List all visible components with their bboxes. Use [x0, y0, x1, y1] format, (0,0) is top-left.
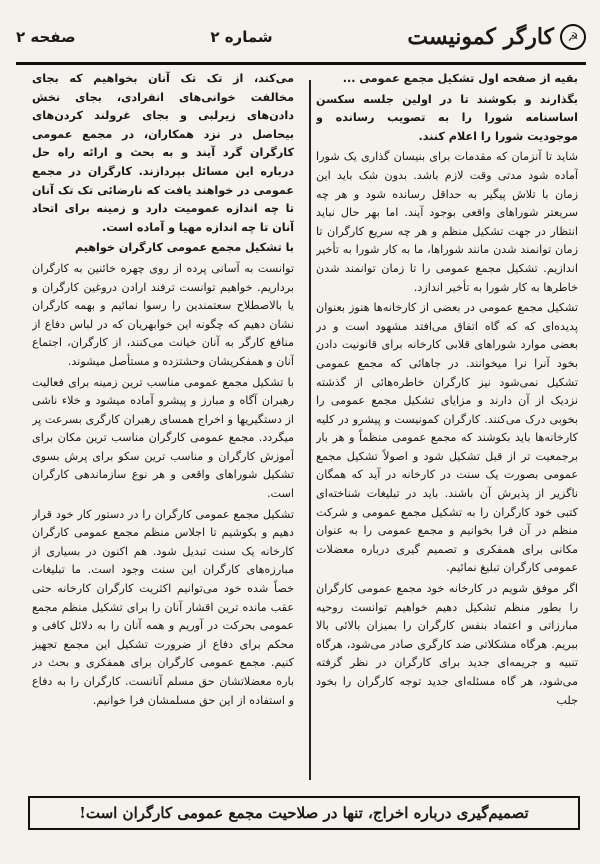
paragraph: تشکیل مجمع عمومی در بعضی از کارخانه‌ها هنوز بعنوان پدیده‌ای که که گاه اتفاق می‌افتد مشهود است و در بعضی موارد شوراهای قلابی کارخانه برای قانونیت دادن بخود آنرا نرا میخوانند. در جاهائی که مجمع عمومی تشکیل نمی‌شود نیز کارگران خاطره‌هائی از گذشته نزدیک از آن دارند و مزایای تشکیل مجمع عمومی را بخوبی درک می‌کنند. کارگران کمونیست و پیشرو در کلیه کارخانه‌ها باید بکوشند که مجمع عمومی منظماً و هر بار برجمعیت تر از قبل تشکیل شود و اصولاً تشکیل مجمع عمومی بصورت یک سنت در کارخانه در آید که همگان ناگزیر از پذیرش آن باشند. باید در تبلیغات شناخته‌ای کتبی خود کارگران را به تشکیل مجمع عمومی و شرکت منظم در آن فرا بخوانیم و مجمع عمومی را به عنوان مکانی برای همفکری و تصمیم گیری درباره معضلات عمومی کارگران تبلیغ نمائیم.	[316, 301, 578, 575]
column-left	[32, 70, 294, 786]
slogan-banner: تصمیم‌گیری درباره اخراج، تنها در صلاحیت مجمع عمومی کارگران است!	[28, 796, 580, 830]
paragraph: می‌کند، از تک تک آنان بخواهیم که بجای مخالفت خوانی‌های انفرادی، بجای نخش دادن‌های زیرلبی و بجای غرولند کردن‌های بیحاصل در نزد همکاران، در مجمع عمومی کارگران گرد آیند و به بحث و ارائه راه حل درباره این مسائل بپردازند. کارگران در مجمع عمومی در خواهند یافت که نارضائی تک تک آنان تا چه اندازه عمومیت دارد و زمینه برای اتحاد آنان تا چه اندازه مهیا و آماده است.	[32, 72, 294, 234]
masthead	[16, 10, 586, 65]
issue-number: شماره ۲	[210, 28, 273, 46]
masthead-title-block	[407, 24, 586, 50]
article-columns	[32, 70, 578, 786]
paragraph: با تشکیل مجمع عمومی مناسب ترین زمینه برای فعالیت رهبران آگاه و مبارز و پیشرو آماده میشود و خلاء ناشی از دستگیریها و اخراج همسای رهبران کارگری بسرعت پر میگردد. مجمع عمومی کارگران مناسب ترین مکان برای آموزش کارگران و مناسب ترین سکو برای پرش بسوی تشکیل شوراهای واقعی و هر نوع سازماندهی کارگران است.	[32, 375, 294, 501]
hammer-sickle-logo-icon: ☭	[560, 24, 586, 50]
paragraph: اگر موفق شویم در کارخانه خود مجمع عمومی کارگران را بطور منظم تشکیل دهیم خواهیم توانست روحیه مبارزاتی و اعتماد بنفس کارگران را بمیزان بالائی بالا ببریم. هرگاه مشکلاتی ضد کارگری صادر می‌شود، هرگاه تنبیه و جریمه‌ای جدید برای کارگران در نظر گرفته می‌شود، هر گاه مسئله‌ای جدید توجه کارگران را بخود جلب	[316, 582, 578, 707]
page-number: صفحه ۲	[16, 28, 76, 46]
paragraph: بگذارند و بکوشند تا در اولین جلسه سکسن اساسنامه شورا را به تصویب رسانده و موجودیت شورا را اعلام کنند.	[316, 92, 578, 143]
column-divider	[309, 80, 311, 780]
paragraph-lead: با تشکیل مجمع عمومی کارگران خواهیم	[74, 241, 294, 255]
paragraph: شاید تا آنزمان که مقدمات برای بنیسان گذاری یک شورا آماده شود مدتی وقت لازم باشد. بدون شک باید این زمان با تلاش پیگیر به حداقل رسانده شود و هر چه سریعتر شوراهای واقعی بوجود آیند. اما بهر حال نباید انتظار در جهت تشکیل منظم و هر چه سریع کارگران تا زمان توانمند شدن مانند شوراها، ما به کار شورا به تأخیر اندازیم. تشکیل مجمع عمومی را تا زمان توانمند شدن خاطرها به کار شورا به تأخیر اندازد.	[316, 150, 578, 294]
newspaper-page	[10, 6, 590, 858]
publication-title: کارگر کمونیست	[407, 24, 554, 50]
continuation-line: بقیه از صفحه اول تشکیل مجمع عمومی ...	[342, 72, 578, 85]
paragraph: توانست به آسانی پرده از روی چهره خائنین به کارگران برداریم. خواهیم توانست ترفند ارادن دروغین کارگران و یا بالاصطلاح سعتمندین را رسوا نمائیم و بهمه کارگران نشان دهیم که چگونه این خوابهریان که در لباس دفاع از منافع کارگر به آنان خیانت می‌کنند، از کارگران، اجتماع آنان و همفکریشان وحشتزده و مستأصل میشوند.	[32, 261, 294, 368]
column-right	[316, 70, 578, 786]
paragraph: تشکیل مجمع عمومی کارگران را در دستور کار خود قرار دهیم و بکوشیم تا اجلاس منظم مجمع عمومی کارگران کارخانه یک سنت تبدیل شود. هم اکنون در بسیاری از مبارزه‌های کارگران این سنت وجود است. ما تبلیغات خصاً شده خود می‌توانیم اکثریت کارگران کارخانه حتی عقب مانده ترین اقشار آنان را برای تشکیل منظم مجمع عمومی بحرکت در آوریم و همه آنان را به دلائل کافی و محکم برای دفاع از ضرورت تشکیل این مجمع تجهیز کنیم. مجمع عمومی کارگران برای همفکری و بحث در باره معضلاتشان حق مسلم آنانست. کارگران را به دفاع و استفاده از این حق مسلمشان فرا خوانیم.	[32, 507, 294, 707]
